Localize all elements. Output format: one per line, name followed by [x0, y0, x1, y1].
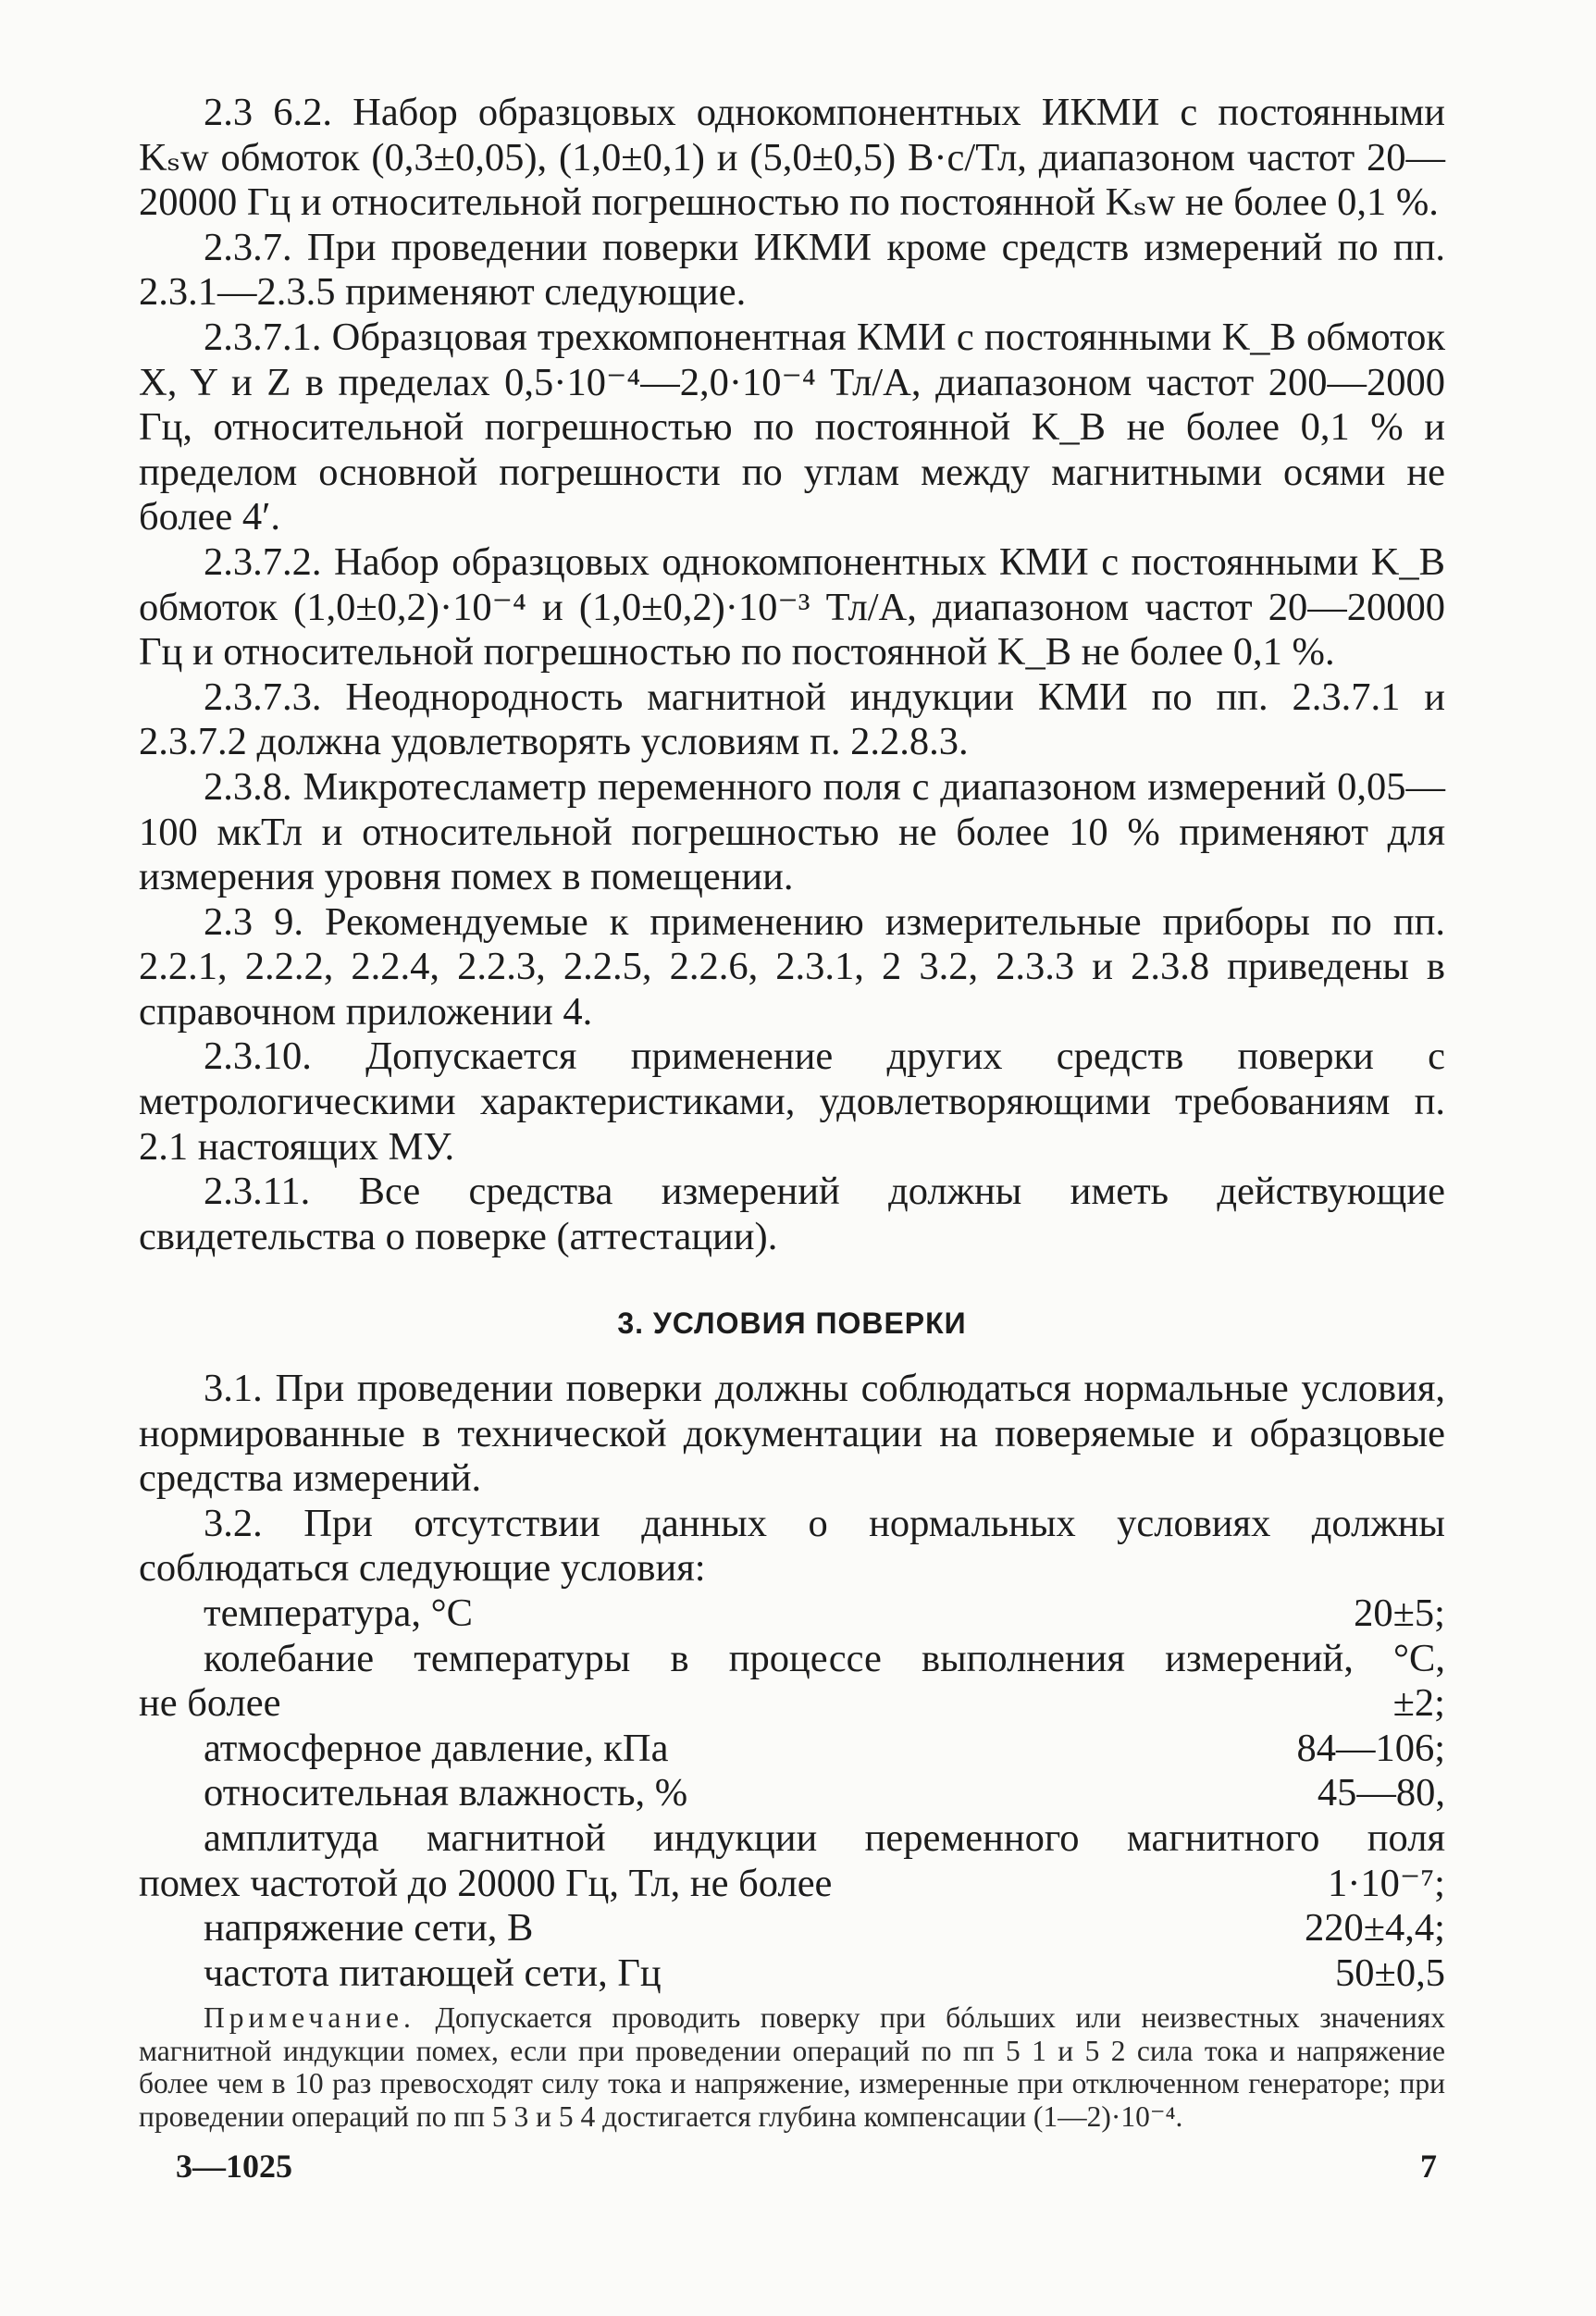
section-3-text [139, 1367, 1445, 2162]
condition-value: ±2; [1392, 1681, 1445, 1726]
condition-value: 45—80, [1317, 1771, 1445, 1815]
paragraph-3-1: 3.1. При проведении поверки должны соблюдаться нормальные условия, нормированные в технической документации на поверяемые и образцовые средства измерений. [139, 1367, 1445, 1501]
condition-temperature-fluctuation-label: колебание температуры в процессе выполнения измерений, °С, [204, 1636, 1445, 1680]
paragraph-2-3-8: 2.3.8. Микротесламетр переменного поля с диапазоном измерений 0,05—100 мкТл и относительной погрешностью не более 10 % применяют для измерения уровня помех в помещении. [139, 764, 1445, 899]
page-number: 7 [1420, 2148, 1437, 2185]
condition-label: не более [139, 1681, 281, 1726]
note-text: Допускается проводить поверку при бóльших или неизвестных значениях магнитной индукции помех, если при проведении операций по пп 5 1 и 5 2 сила тока и напряжение более чем в 10 раз превосходят силу тока и напряжение, измеренные при отключенном генераторе; при проведении операций по пп 5 3 и 5 4 достигается глубина компенсации (1—2)·10⁻⁴. [139, 2001, 1446, 2133]
condition-label: помех частотой до 20000 Гц, Тл, не более [139, 1861, 833, 1905]
condition-label: относительная влажность, % [204, 1771, 688, 1815]
condition-temperature [139, 1591, 1445, 1637]
conditions-list [139, 1591, 1445, 1996]
condition-value: 84—106; [1296, 1726, 1445, 1770]
paragraph-2-3-6-2: 2.3 6.2. Набор образцовых однокомпонентных ИКМИ с постоянными Kₛw обмоток (0,3±0,05), (1,0±0,1) и (5,0±0,5) В·с/Тл, диапазоном частот 20—20000 Гц и относительной погрешностью по постоянной Kₛw не более 0,1 %. [139, 91, 1445, 225]
paragraph-2-3-7-1: 2.3.7.1. Образцовая трехкомпонентная КМИ с постоянными K_B обмоток X, Y и Z в пределах 0,5·10⁻⁴—2,0·10⁻⁴ Тл/А, диапазоном частот 200—2000 Гц, относительной погрешностью по постоянной K_B не более 0,1 % и пределом основной погрешности по углам между магнитными осями не более 4′. [139, 315, 1445, 539]
paragraph-2-3-10: 2.3.10. Допускается применение других средств поверки с метрологическими характеристиками, удовлетворяющими требованиям п. 2.1 настоящих МУ. [139, 1034, 1445, 1169]
paragraph-2-3-9: 2.3 9. Рекомендуемые к применению измерительные приборы по пп. 2.2.1, 2.2.2, 2.2.4, 2.2.3, 2.2.5, 2.2.6, 2.3.1, 2 3.2, 2.3.3 и 2.3.8 приведены в справочном приложении 4. [139, 899, 1445, 1034]
condition-interference [139, 1862, 1445, 1907]
condition-frequency [139, 1951, 1445, 1997]
section-3-heading: 3. УСЛОВИЯ ПОВЕРКИ [617, 1307, 967, 1340]
condition-value: 220±4,4; [1304, 1906, 1445, 1951]
condition-interference-label: амплитуда магнитной индукции переменного магнитного поля [204, 1815, 1445, 1860]
condition-temperature-fluctuation [139, 1681, 1445, 1727]
condition-humidity [139, 1771, 1445, 1816]
paragraph-2-3-11: 2.3.11. Все средства измерений должны иметь действующие свидетельства о поверке (аттестации). [139, 1170, 1445, 1258]
condition-voltage [139, 1906, 1445, 1951]
condition-label: температура, °С [204, 1591, 473, 1635]
condition-value: 1·10⁻⁷; [1328, 1861, 1445, 1905]
footer-code: 3—1025 [176, 2148, 292, 2185]
condition-value: 50±0,5 [1335, 1951, 1445, 1995]
condition-label: напряжение сети, В [204, 1906, 534, 1951]
paragraph-2-3-7-3: 2.3.7.3. Неоднородность магнитной индукции КМИ по пп. 2.3.7.1 и 2.3.7.2 должна удовлетворять условиям п. 2.2.8.3. [139, 675, 1445, 764]
condition-value: 20±5; [1354, 1591, 1445, 1635]
note-label: Примечание. [204, 2001, 415, 2035]
condition-label: частота питающей сети, Гц [204, 1951, 662, 1995]
section-2-text [139, 91, 1445, 1259]
condition-label: атмосферное давление, кПа [204, 1726, 669, 1770]
paragraph-2-3-7: 2.3.7. При проведении поверки ИКМИ кроме средств измерений по пп. 2.3.1—2.3.5 применяют следующие. [139, 225, 1445, 315]
footnote-note [139, 2001, 1445, 2133]
paragraph-2-3-7-2: 2.3.7.2. Набор образцовых однокомпонентных КМИ с постоянными K_B обмоток (1,0±0,2)·10⁻⁴ и (1,0±0,2)·10⁻³ Тл/А, диапазоном частот 20—20000 Гц и относительной погрешностью по постоянной K_B не более 0,1 %. [139, 539, 1445, 675]
paragraph-3-2: 3.2. При отсутствии данных о нормальных условиях должны соблюдаться следующие условия: [139, 1501, 1445, 1591]
condition-pressure [139, 1727, 1445, 1772]
